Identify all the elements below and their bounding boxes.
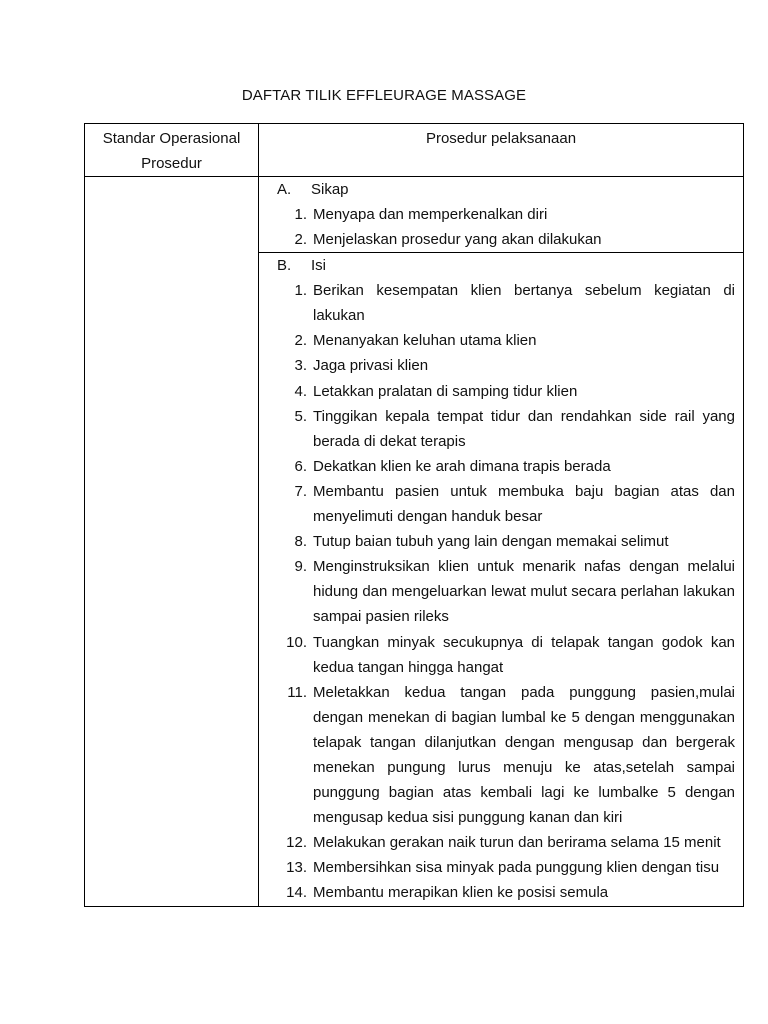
- header-sop-line2: Prosedur: [141, 155, 202, 172]
- list-item-number: 9.: [294, 558, 307, 576]
- header-sop-line1: Standar Operasional: [102, 130, 241, 147]
- list-item-number: 13.: [286, 859, 307, 877]
- document-title: DAFTAR TILIK EFFLEURAGE MASSAGE: [241, 87, 527, 104]
- list-item-number: 10.: [286, 633, 307, 651]
- list-item-number: 7.: [294, 482, 307, 500]
- list-item-number: 11.: [287, 683, 307, 701]
- header-procedure-cell: [259, 124, 744, 177]
- sop-empty-cell: [85, 177, 259, 907]
- list-item-text: Dekatkan klien ke arah dimana trapis berada: [313, 457, 611, 475]
- list-item: [277, 454, 735, 479]
- list-item-text: Letakkan pralatan di samping tidur klien: [313, 382, 578, 400]
- list-item-number: 12.: [286, 834, 307, 852]
- list-item: [277, 278, 735, 328]
- list-item-text: Melakukan gerakan naik turun dan berirama selama 15 menit: [313, 834, 721, 852]
- list-item-text: Tuangkan minyak secukupnya di telapak tangan godok kan kedua tangan hingga hangat: [313, 633, 735, 676]
- table-header-row: [85, 124, 744, 177]
- list-item-number: 1.: [294, 206, 307, 223]
- section-b-list: [277, 278, 735, 905]
- list-item: [277, 202, 735, 227]
- list-item: [277, 680, 735, 831]
- list-item-number: 8.: [294, 533, 307, 551]
- list-item: [277, 328, 735, 353]
- list-item-text: Menjelaskan prosedur yang akan dilakukan: [313, 231, 602, 249]
- section-row-a: [85, 177, 744, 253]
- list-item-number: 5.: [294, 407, 307, 425]
- header-procedure-label: Prosedur pelaksanaan: [425, 130, 577, 147]
- list-item: [277, 353, 735, 378]
- list-item: [277, 404, 735, 454]
- list-item-number: 6.: [294, 457, 307, 475]
- list-item-number: 2.: [294, 332, 307, 350]
- header-sop-cell: [85, 124, 259, 177]
- list-item-text: Membantu pasien untuk membuka baju bagian atas dan menyelimuti dengan handuk besar: [313, 482, 735, 526]
- list-item-text: Menyapa dan memperkenalkan diri: [313, 206, 548, 223]
- list-item-number: 4.: [294, 382, 307, 400]
- list-item: [277, 855, 735, 880]
- list-item-text: Menginstruksikan klien untuk menarik nafas dengan melalui hidung dan mengeluarkan lewat mulut secara perlahan lakukan sampai pasien rileks: [313, 558, 735, 626]
- section-b-cell: [259, 253, 744, 906]
- section-a-list: [277, 202, 735, 252]
- list-item-text: Meletakkan kedua tangan pada punggung pasien,mulai dengan menekan di bagian lumbal ke 5 dengan menggunakan telapak tangan dilanjutkan dengan mengusap dan bergerak menekan pungung lurus menuju ke atas,setelah sampai punggung bagian atas kembali lagi ke lumbalke 5 dengan mengusap kedua sisi punggung kanan dan kiri: [313, 683, 735, 827]
- list-item-text: Tutup baian tubuh yang lain dengan memakai selimut: [313, 533, 669, 551]
- list-item-number: 3.: [294, 357, 307, 375]
- list-item: [277, 479, 735, 529]
- list-item-text: Membersihkan sisa minyak pada punggung klien dengan tisu: [313, 859, 720, 877]
- list-item-text: Menanyakan keluhan utama klien: [313, 332, 537, 350]
- list-item-text: Berikan kesempatan klien bertanya sebelum kegiatan di lakukan: [313, 282, 735, 325]
- section-letter: A.: [277, 181, 292, 198]
- list-item: [277, 529, 735, 554]
- list-item-text: Jaga privasi klien: [313, 357, 429, 375]
- list-item: [277, 830, 735, 855]
- list-item: [277, 880, 735, 905]
- procedure-table: [84, 123, 744, 907]
- section-title: Sikap: [311, 181, 349, 198]
- list-item: [277, 379, 735, 404]
- list-item-number: 14.: [286, 884, 307, 902]
- section-title: Isi: [311, 257, 326, 275]
- list-item-number: 1.: [294, 282, 307, 300]
- list-item-text: Membantu merapikan klien ke posisi semula: [313, 884, 609, 902]
- list-item-number: 2.: [294, 231, 307, 249]
- section-heading: [277, 253, 735, 278]
- list-item: [277, 554, 735, 629]
- list-item-text: Tinggikan kepala tempat tidur dan rendahkan side rail yang berada di dekat terapis: [313, 407, 735, 450]
- section-letter: B.: [277, 257, 292, 275]
- section-heading: [277, 177, 735, 202]
- list-item: [277, 227, 735, 252]
- list-item: [277, 630, 735, 680]
- section-a-cell: [259, 177, 744, 253]
